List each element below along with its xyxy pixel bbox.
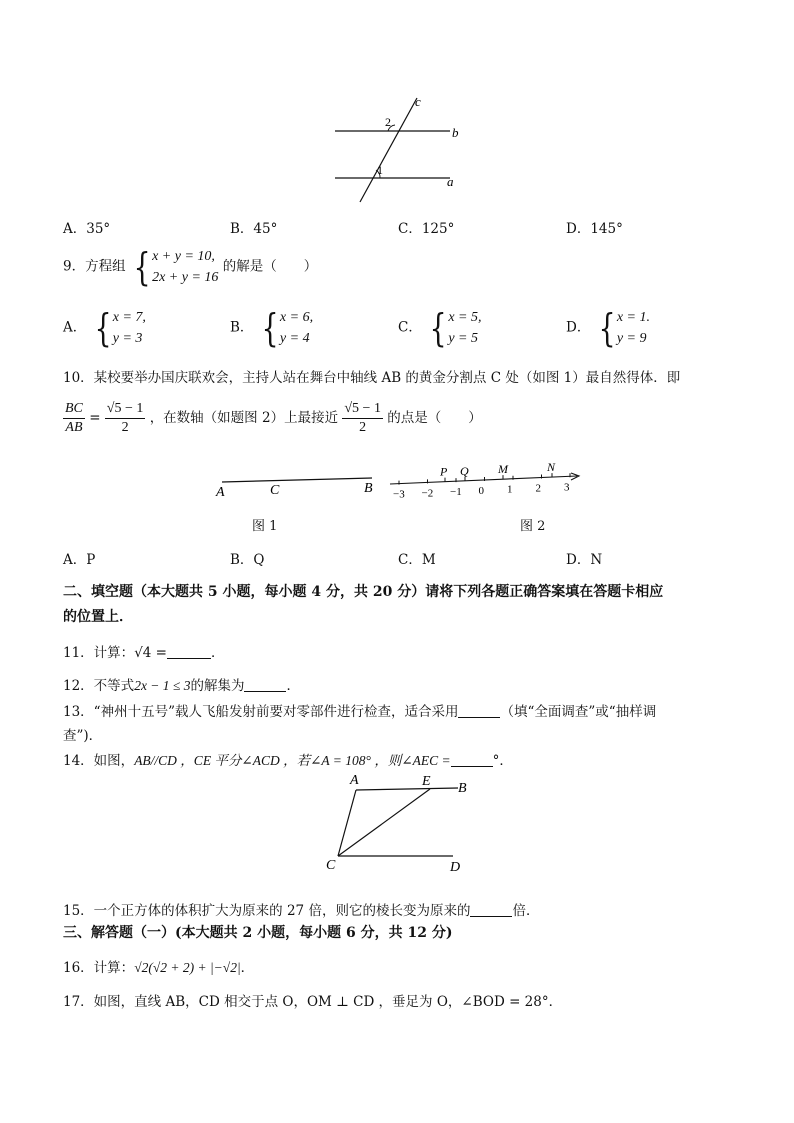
label-a: a	[447, 174, 454, 189]
q14-end: °．	[492, 753, 513, 769]
q10-option-a[interactable]: A．P	[63, 552, 96, 568]
label-1: 1	[377, 163, 383, 177]
q17: 17．如图，直线 AB，CD 相交于点 O，OM ⊥ CD ，垂足为 O，∠BOD = 28°．	[63, 994, 563, 1010]
brace-glyph: {	[94, 306, 112, 350]
tick-label: 1	[507, 483, 513, 496]
label-c: c	[415, 94, 421, 109]
q13-line1	[63, 700, 656, 720]
label-e: E	[422, 774, 431, 789]
q10-option-c[interactable]: C．M	[398, 552, 436, 568]
q10-frac-num: BC	[63, 400, 85, 419]
q10-line2	[63, 400, 482, 437]
q9-option-letter: C．	[398, 319, 422, 336]
line-c	[360, 98, 417, 202]
brace-glyph: {	[598, 306, 616, 350]
segment-ce	[338, 789, 430, 856]
tick-label: −2	[421, 487, 434, 500]
q9-suffix: 的解是（ ）	[222, 258, 318, 275]
tick-label: −3	[393, 488, 405, 501]
q14-figure	[318, 772, 478, 882]
q12-answer-blank[interactable]	[244, 679, 286, 692]
section3-title: 三、解答题（一）(本大题共 2 小题，每小题 6 分，共 12 分)	[63, 925, 453, 941]
q9-c-l1: x = 5,	[448, 310, 482, 325]
point-label-q: Q	[460, 463, 469, 478]
q10-golden-frac	[105, 400, 146, 437]
q16-prefix: 16．计算：	[63, 960, 135, 976]
q9-eq2: 2x + y = 16	[152, 270, 219, 285]
q9-system	[130, 246, 219, 288]
q10-golden-den: 2	[121, 420, 129, 435]
q9-d-l2: y = 9	[616, 331, 647, 346]
q10-mid: ，在数轴（如题图 2）上最接近	[149, 410, 339, 426]
q12-suffix: 的解集为	[190, 678, 245, 694]
q9-option-letter: A．	[63, 319, 87, 336]
point-label-p: P	[440, 464, 448, 479]
q10-option-d[interactable]: D．N	[566, 552, 603, 568]
q13-text: 13．“神州十五号”载人飞船发射前要对零部件进行检查，适合采用	[63, 704, 459, 720]
q10-frac-bc-ab	[63, 400, 85, 437]
q15-text: 15．一个正方体的体积扩大为原来的 27 倍，则它的棱长变为原来的	[63, 903, 471, 919]
label-c: C	[270, 483, 280, 498]
q10-option-b[interactable]: B．Q	[230, 552, 265, 568]
q12-expr: 2x − 1 ≤ 3	[134, 678, 191, 693]
q10-fig2-caption: 图 2	[520, 519, 546, 534]
q10-golden-frac-2	[342, 400, 383, 437]
q9-stem	[63, 246, 317, 288]
q11-answer-blank[interactable]	[167, 646, 211, 659]
q8-option-a[interactable]: A．35°	[63, 221, 111, 237]
q16	[63, 956, 254, 976]
q9-a-l2: y = 3	[112, 331, 143, 346]
brace-glyph: {	[133, 245, 151, 289]
q14	[63, 749, 513, 769]
q12	[63, 674, 300, 694]
q12-prefix: 12．不等式	[63, 678, 135, 694]
tick-label: 3	[564, 481, 570, 494]
q9-option-letter: D．	[566, 319, 591, 336]
segment-ac	[338, 790, 356, 856]
q10-eq: =	[89, 410, 101, 426]
q8-option-c[interactable]: C．125°	[398, 221, 455, 237]
q8-option-b[interactable]: B．45°	[230, 221, 278, 237]
q13-text-b: （填“全面调查”或“抽样调	[500, 704, 657, 720]
q12-end: ．	[286, 678, 300, 694]
q11-end: ．	[210, 645, 225, 661]
label-b: B	[458, 781, 467, 796]
q8-option-d[interactable]: D．145°	[566, 221, 623, 237]
line-ab	[356, 788, 458, 790]
tick-label: −1	[450, 486, 462, 499]
label-b: B	[364, 481, 373, 496]
segment-ab	[222, 478, 372, 482]
label-2: 2	[385, 115, 391, 129]
q9-option-letter: B．	[230, 319, 254, 336]
section2-title-l1: 二、填空题（本大题共 5 小题，每小题 4 分，共 20 分）请将下列各题正确答案填在答题卡相应	[63, 584, 664, 600]
section2-title-l2: 的位置上．	[63, 609, 133, 625]
q10-golden-num: √5 − 1	[105, 400, 146, 419]
q9-eq1: x + y = 10,	[152, 249, 215, 264]
q15-answer-blank[interactable]	[470, 904, 512, 917]
brace-glyph: {	[261, 306, 279, 350]
q9-c-l2: y = 5	[448, 331, 478, 346]
point-label-m: M	[498, 462, 508, 477]
q11	[63, 641, 224, 661]
q14-prefix: 14．如图，	[63, 753, 135, 769]
q10-end: 的点是（ ）	[387, 410, 482, 426]
q10-frac-den: AB	[65, 420, 83, 435]
tick-label: 2	[535, 482, 541, 495]
label-a: A	[350, 773, 359, 788]
q9-prefix: 9．方程组	[63, 258, 126, 275]
q9-b-l2: y = 4	[279, 331, 310, 346]
q10-line1: 10．某校要举办国庆联欢会，主持人站在舞台中轴线 AB 的黄金分割点 C 处（如图 1）最自然得体．即	[63, 370, 681, 386]
q10-figure-2	[385, 460, 585, 505]
q9-option-c[interactable]	[398, 307, 482, 349]
label-c: C	[326, 858, 336, 873]
label-a: A	[216, 485, 225, 500]
q9-d-l1: x = 1.	[616, 310, 650, 325]
q10-figure-1	[210, 470, 385, 502]
q13-line2: 查”)．	[63, 728, 103, 744]
q9-option-a[interactable]	[63, 307, 146, 349]
q8-figure	[325, 92, 475, 210]
q15	[63, 899, 539, 919]
tick-label: 0	[478, 484, 484, 497]
q9-option-d[interactable]	[566, 307, 650, 349]
q11-prefix: 11．计算：	[63, 645, 135, 661]
q9-a-l1: x = 7,	[112, 310, 146, 325]
q11-expr: √4 =	[134, 645, 167, 661]
brace-glyph: {	[429, 306, 447, 350]
q15-end: 倍．	[512, 903, 540, 919]
q16-expr: √2(√2 + 2) + |−√2|	[134, 960, 241, 975]
number-line	[390, 476, 577, 484]
q14-answer-blank[interactable]	[451, 754, 493, 767]
q14-cond: AB//CD ，CE 平分∠ACD ，若∠A = 108° ，则∠AEC =	[134, 753, 451, 768]
point-label-n: N	[547, 460, 556, 475]
q10-golden-den-2: 2	[359, 420, 367, 435]
q16-end: ．	[240, 960, 255, 976]
q9-option-b[interactable]	[230, 307, 313, 349]
q9-b-l1: x = 6,	[279, 310, 314, 325]
q10-fig1-caption: 图 1	[252, 519, 278, 534]
q10-golden-num-2: √5 − 1	[342, 400, 383, 419]
q13-answer-blank[interactable]	[458, 705, 500, 718]
label-d: D	[450, 860, 461, 875]
label-b: b	[452, 125, 459, 140]
